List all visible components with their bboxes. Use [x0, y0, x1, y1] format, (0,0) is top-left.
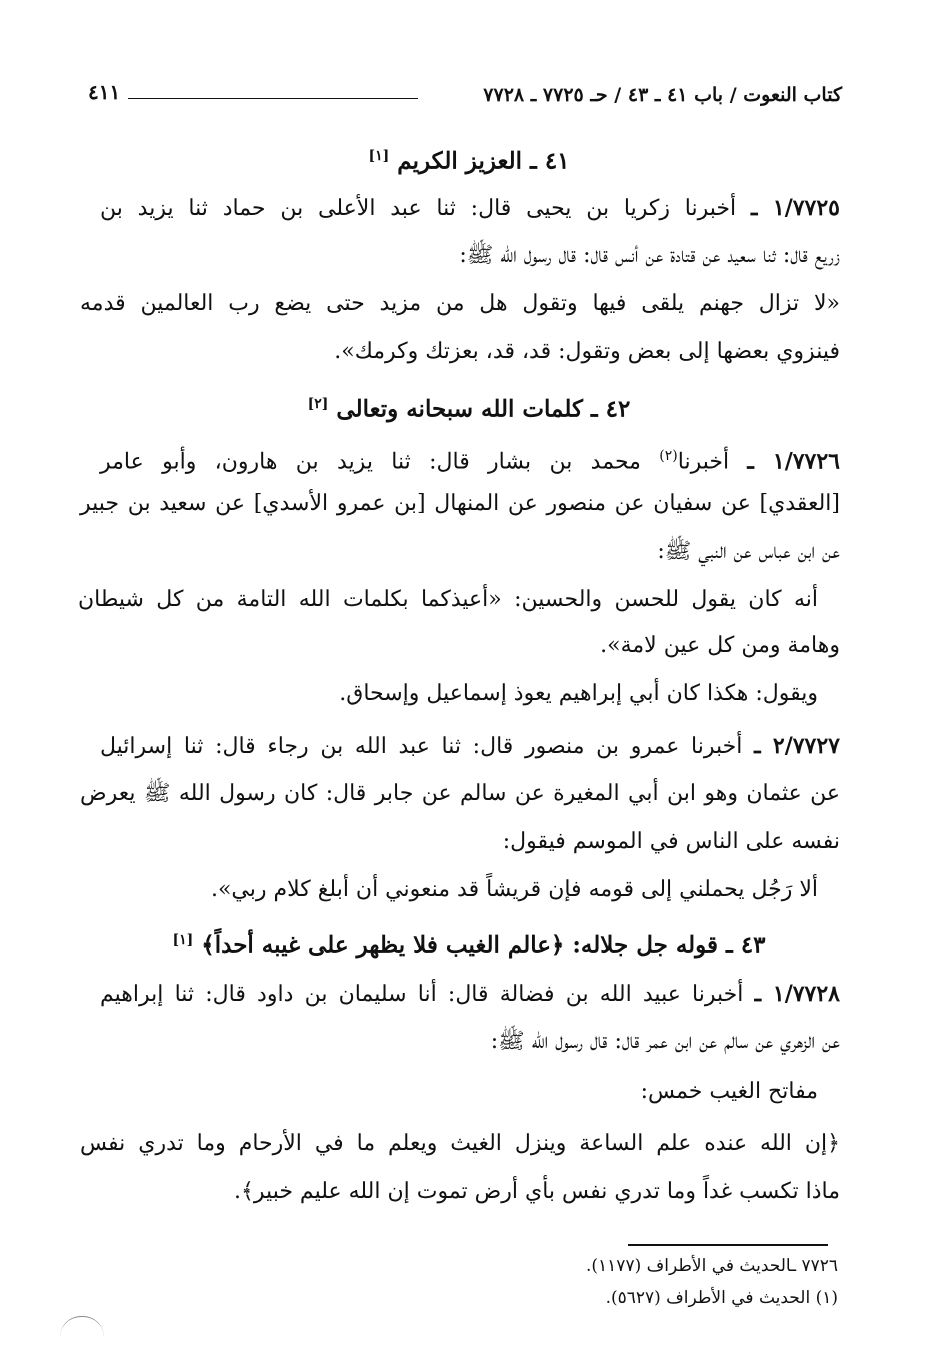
section-43-title: ٤٣ ـ قوله جل جلاله: ﴿عالم الغيب فلا يظهر على غيبه أحداً﴾: [201, 931, 766, 959]
hadith-number: ١/٧٧٢٥ ـ: [750, 195, 840, 221]
running-header: كتاب النعوت / باب ٤١ ـ ٤٣ / حـ ٧٧٢٥ ـ ٧٧٢٨: [483, 84, 842, 106]
isnad-text: أخبرنا زكريا بن يحيى قال: ثنا عبد الأعلى بن حماد ثنا يزيد بن: [100, 196, 737, 221]
hadith-7727-line-2: عن عثمان وهو ابن أبي المغيرة عن سالم عن جابر قال: كان رسول الله ﷺ يعرض: [80, 781, 840, 806]
isnad-text: أخبرنا عبيد الله بن فضالة قال: أنا سليمان بن داود قال: ثنا إبراهيم: [100, 982, 744, 1007]
hadith-number: ١/٧٧٢٦ ـ: [747, 448, 840, 475]
hadith-7725-matn-2: فينزوي بعضها إلى بعض وتقول: قد، قد، بعزتك وكرمك».: [334, 339, 840, 364]
section-42-heading: [0, 384, 938, 430]
hadith-7726-matn-2: وهامة ومن كل عين لامة».: [600, 633, 840, 658]
hadith-7726-line-2: [العقدي] عن سفيان عن منصور عن المنهال [بن عمرو الأسدي] عن سعيد بن جبير: [80, 491, 840, 516]
footnote-2: (١) الحديث في الأطراف (٥٦٢٧).: [605, 1288, 838, 1308]
isnad-text: أخبرنا عمرو بن منصور قال: ثنا عبد الله بن رجاء قال: ثنا إسرائيل: [100, 734, 743, 759]
hadith-number: ١/٧٧٢٨ ـ: [754, 981, 840, 1007]
section-43-ref: [١]: [172, 932, 194, 948]
footnote-ref: (٢): [659, 448, 678, 464]
hadith-7726-matn-1: أنه كان يقول للحسن والحسين: «أعيذكما بكلمات الله التامة من كل شيطان: [78, 587, 818, 612]
hadith-7728-line-2: عن الزهري عن سالم عن ابن عمر قال: قال رسول الله ﷺ:: [490, 1029, 840, 1054]
hadith-number: ٢/٧٧٢٧ ـ: [754, 733, 840, 759]
hadith-7728-matn-3: ماذا تكسب غداً وما تدري نفس بأي أرض تموت إن الله عليم خبير﴾.: [234, 1179, 840, 1204]
hadith-7728-line-1: [100, 974, 840, 1015]
page-number: ٤١١: [88, 80, 121, 104]
hadith-7726-line-3: عن ابن عباس عن النبي ﷺ:: [657, 539, 840, 564]
hadith-7726-matn-3: ويقول: هكذا كان أبي إبراهيم يعوذ إسماعيل وإسحاق.: [339, 681, 818, 706]
section-41-title: ٤١ ـ العزيز الكريم: [397, 147, 570, 175]
footnote-1: ٧٧٢٦ ـالحديث في الأطراف (١١٧٧).: [586, 1256, 838, 1276]
hadith-7727-matn-1: ألا رَجُل يحملني إلى قومه فإن قريشاً قد منعوني أن أبلغ كلام ربي».: [210, 877, 818, 902]
section-42-ref: [٢]: [307, 396, 329, 412]
hadith-7726-line-1: [100, 436, 840, 482]
hadith-7728-matn-2: ﴿إن الله عنده علم الساعة وينزل الغيث ويعلم ما في الأرحام وما تدري نفس: [80, 1131, 841, 1156]
section-41-heading: [0, 136, 938, 182]
hadith-7727-line-3: نفسه على الناس في الموسم فيقول:: [502, 829, 840, 854]
footnote-rule: [628, 1244, 828, 1246]
isnad-text: أخبرنا: [677, 449, 730, 475]
header-rule: [128, 98, 418, 99]
hadith-7727-line-1: [100, 726, 840, 767]
scan-mark: [60, 1316, 104, 1337]
hadith-7728-matn-1: مفاتح الغيب خمس:: [640, 1079, 818, 1104]
hadith-7725-matn-1: «لا تزال جهنم يلقى فيها وتقول هل من مزيد حتى يضع رب العالمين قدمه: [80, 291, 840, 316]
section-41-ref: [١]: [368, 148, 390, 164]
hadith-7725-line-1: [100, 188, 840, 229]
section-42-title: ٤٢ ـ كلمات الله سبحانه وتعالى: [336, 395, 631, 423]
section-43-heading: [0, 920, 938, 966]
hadith-7725-line-2: زريع قال: ثنا سعيد عن قتادة عن أنس قال: قال رسول الله ﷺ:: [459, 243, 840, 268]
isnad-text: محمد بن بشار قال: ثنا يزيد بن هارون، وأبو عامر: [100, 449, 641, 475]
